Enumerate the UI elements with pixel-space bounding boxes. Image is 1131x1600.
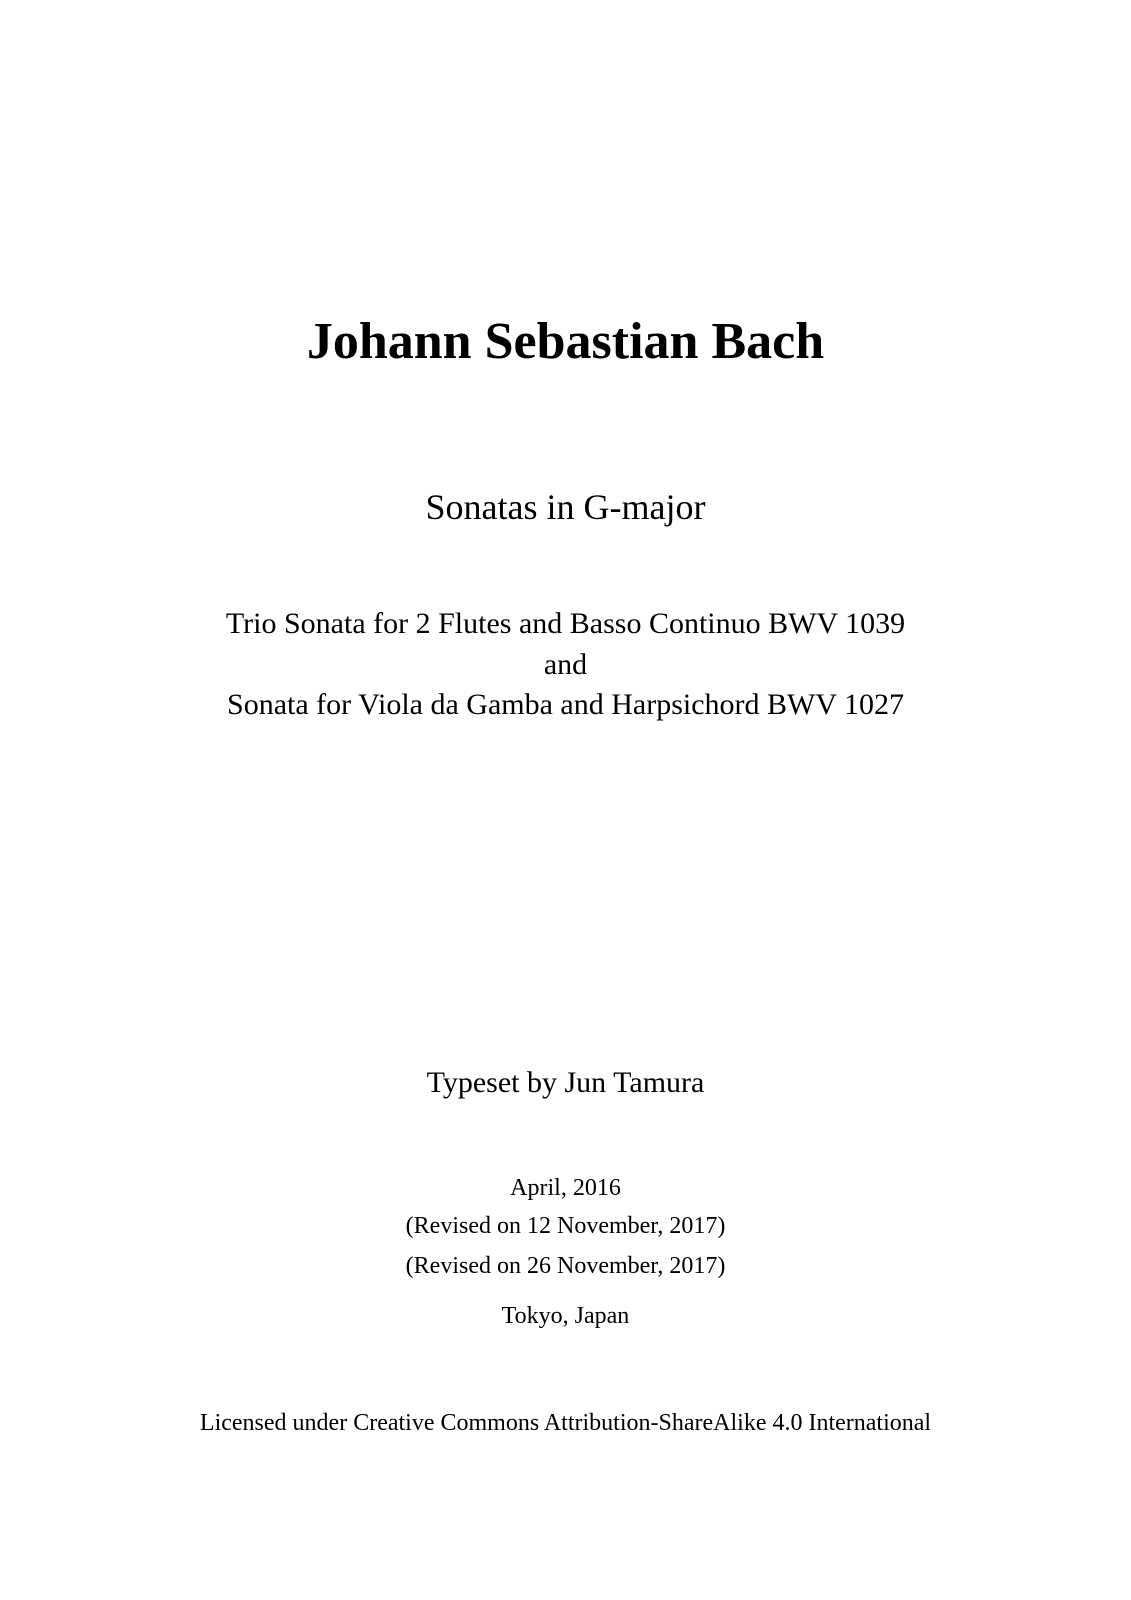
revision-note-2: (Revised on 26 November, 2017) (405, 1253, 726, 1279)
collection-title: Sonatas in G-major (425, 487, 706, 527)
publication-date: April, 2016 (510, 1175, 621, 1201)
second-work-title: Sonata for Viola da Gamba and Harpsichord BWV 1027 (227, 688, 904, 721)
work-conjunction: and (543, 648, 588, 681)
revision-note-1: (Revised on 12 November, 2017) (405, 1213, 726, 1239)
publication-place: Tokyo, Japan (501, 1303, 630, 1329)
license-notice: Licensed under Creative Commons Attribution-ShareAlike 4.0 International (199, 1410, 932, 1436)
composer-name: Johann Sebastian Bach (306, 313, 825, 370)
first-work-title: Trio Sonata for 2 Flutes and Basso Continuo BWV 1039 (225, 607, 906, 640)
typesetter-credit: Typeset by Jun Tamura (426, 1066, 705, 1099)
